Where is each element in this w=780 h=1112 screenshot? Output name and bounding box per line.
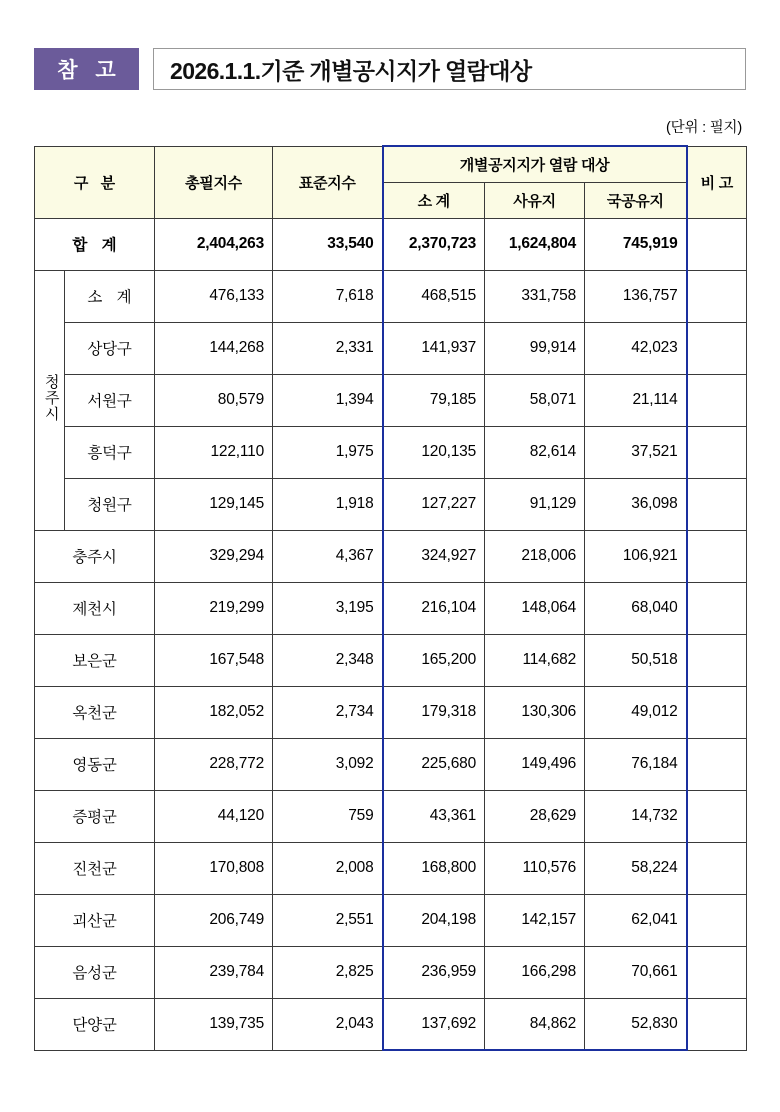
row-group-label-text: 청주시	[42, 374, 60, 422]
cell-private: 142,157	[485, 894, 585, 946]
cell-public: 62,041	[585, 894, 687, 946]
cell-public: 50,518	[585, 634, 687, 686]
cell-total-parcels: 476,133	[155, 270, 273, 322]
unit-note: (단위 : 필지)	[666, 120, 742, 136]
table-head	[35, 146, 747, 218]
cell-subtotal: 179,318	[383, 686, 485, 738]
col-header-remark: 비 고	[687, 146, 747, 218]
col-header-gubun: 구 분	[35, 146, 155, 218]
cell-subtotal: 137,692	[383, 998, 485, 1050]
cell-standard-parcels: 3,092	[273, 738, 383, 790]
cell-standard-parcels: 33,540	[273, 218, 383, 270]
cell-total-parcels: 2,404,263	[155, 218, 273, 270]
table-row	[35, 478, 747, 530]
cell-subtotal: 204,198	[383, 894, 485, 946]
cell-remark	[687, 426, 747, 478]
table-row	[35, 374, 747, 426]
cell-subtotal: 324,927	[383, 530, 485, 582]
cell-public: 21,114	[585, 374, 687, 426]
cell-total-parcels: 206,749	[155, 894, 273, 946]
cell-remark	[687, 374, 747, 426]
row-label: 진천군	[35, 842, 155, 894]
table-row	[35, 686, 747, 738]
table-row-total	[35, 218, 747, 270]
row-label: 소 계	[65, 270, 155, 322]
cell-private: 331,758	[485, 270, 585, 322]
row-group-label-cheongju	[35, 270, 65, 530]
col-header-standard-parcels: 표준지수	[273, 146, 383, 218]
table-row	[35, 842, 747, 894]
cell-subtotal: 225,680	[383, 738, 485, 790]
cell-public: 76,184	[585, 738, 687, 790]
table-row	[35, 946, 747, 998]
cell-total-parcels: 228,772	[155, 738, 273, 790]
cell-subtotal: 141,937	[383, 322, 485, 374]
cell-private: 1,624,804	[485, 218, 585, 270]
cell-private: 166,298	[485, 946, 585, 998]
table-row	[35, 530, 747, 582]
col-header-subtotal: 소 계	[383, 182, 485, 218]
cell-total-parcels: 129,145	[155, 478, 273, 530]
cell-standard-parcels: 2,734	[273, 686, 383, 738]
row-label: 청원구	[65, 478, 155, 530]
cell-standard-parcels: 2,825	[273, 946, 383, 998]
cell-total-parcels: 122,110	[155, 426, 273, 478]
cell-total-parcels: 139,735	[155, 998, 273, 1050]
row-label-total: 합 계	[35, 218, 155, 270]
cell-total-parcels: 80,579	[155, 374, 273, 426]
row-label: 제천시	[35, 582, 155, 634]
cell-standard-parcels: 2,551	[273, 894, 383, 946]
cell-total-parcels: 182,052	[155, 686, 273, 738]
cell-subtotal: 79,185	[383, 374, 485, 426]
cell-subtotal: 127,227	[383, 478, 485, 530]
cell-remark	[687, 478, 747, 530]
row-label: 단양군	[35, 998, 155, 1050]
cell-private: 99,914	[485, 322, 585, 374]
cell-remark	[687, 270, 747, 322]
cell-public: 49,012	[585, 686, 687, 738]
cell-total-parcels: 44,120	[155, 790, 273, 842]
table-body	[35, 218, 747, 1050]
cell-total-parcels: 239,784	[155, 946, 273, 998]
row-label: 증평군	[35, 790, 155, 842]
row-label: 괴산군	[35, 894, 155, 946]
cell-public: 37,521	[585, 426, 687, 478]
cell-remark	[687, 582, 747, 634]
cell-standard-parcels: 7,618	[273, 270, 383, 322]
cell-private: 114,682	[485, 634, 585, 686]
cell-private: 149,496	[485, 738, 585, 790]
cell-standard-parcels: 2,348	[273, 634, 383, 686]
cell-public: 136,757	[585, 270, 687, 322]
cell-subtotal: 216,104	[383, 582, 485, 634]
cell-remark	[687, 790, 747, 842]
cell-standard-parcels: 2,008	[273, 842, 383, 894]
cell-remark	[687, 894, 747, 946]
cell-private: 58,071	[485, 374, 585, 426]
cell-standard-parcels: 4,367	[273, 530, 383, 582]
cell-standard-parcels: 1,394	[273, 374, 383, 426]
cell-private: 84,862	[485, 998, 585, 1050]
table-row	[35, 738, 747, 790]
col-header-group: 개별공지지가 열람 대상	[383, 146, 687, 182]
cell-public: 14,732	[585, 790, 687, 842]
cell-standard-parcels: 3,195	[273, 582, 383, 634]
cell-subtotal: 236,959	[383, 946, 485, 998]
reference-tag: 참 고	[34, 48, 139, 90]
cell-total-parcels: 144,268	[155, 322, 273, 374]
row-label: 음성군	[35, 946, 155, 998]
table-row	[35, 426, 747, 478]
cell-private: 91,129	[485, 478, 585, 530]
cell-standard-parcels: 759	[273, 790, 383, 842]
cell-subtotal: 165,200	[383, 634, 485, 686]
cell-total-parcels: 329,294	[155, 530, 273, 582]
cell-remark	[687, 530, 747, 582]
table-row	[35, 894, 747, 946]
cell-private: 148,064	[485, 582, 585, 634]
cell-remark	[687, 998, 747, 1050]
cell-subtotal: 120,135	[383, 426, 485, 478]
cell-private: 130,306	[485, 686, 585, 738]
cell-remark	[687, 842, 747, 894]
cell-public: 52,830	[585, 998, 687, 1050]
cell-public: 42,023	[585, 322, 687, 374]
table-row	[35, 270, 747, 322]
col-header-public: 국공유지	[585, 182, 687, 218]
cell-subtotal: 168,800	[383, 842, 485, 894]
cell-remark	[687, 946, 747, 998]
cell-private: 82,614	[485, 426, 585, 478]
row-label: 옥천군	[35, 686, 155, 738]
table-row	[35, 634, 747, 686]
cell-standard-parcels: 2,043	[273, 998, 383, 1050]
cell-private: 28,629	[485, 790, 585, 842]
page-title: 2026.1.1.기준 개별공시지가 열람대상	[170, 57, 532, 84]
table-row	[35, 582, 747, 634]
cell-public: 70,661	[585, 946, 687, 998]
cell-private: 110,576	[485, 842, 585, 894]
col-header-total-parcels: 총필지수	[155, 146, 273, 218]
cell-remark	[687, 218, 747, 270]
cell-subtotal: 43,361	[383, 790, 485, 842]
col-header-private: 사유지	[485, 182, 585, 218]
cell-standard-parcels: 1,975	[273, 426, 383, 478]
cell-remark	[687, 634, 747, 686]
cell-remark	[687, 686, 747, 738]
table-row	[35, 790, 747, 842]
row-label: 영동군	[35, 738, 155, 790]
cell-total-parcels: 167,548	[155, 634, 273, 686]
row-label: 보은군	[35, 634, 155, 686]
cell-public: 68,040	[585, 582, 687, 634]
cell-private: 218,006	[485, 530, 585, 582]
title-box	[153, 48, 746, 90]
cell-total-parcels: 170,808	[155, 842, 273, 894]
cell-public: 745,919	[585, 218, 687, 270]
cell-public: 36,098	[585, 478, 687, 530]
cell-public: 58,224	[585, 842, 687, 894]
cell-standard-parcels: 2,331	[273, 322, 383, 374]
document-header	[34, 48, 746, 90]
table-row	[35, 998, 747, 1050]
row-label: 서원구	[65, 374, 155, 426]
cell-subtotal: 468,515	[383, 270, 485, 322]
cell-remark	[687, 738, 747, 790]
row-label: 충주시	[35, 530, 155, 582]
cell-subtotal: 2,370,723	[383, 218, 485, 270]
row-label: 흥덕구	[65, 426, 155, 478]
table-row	[35, 322, 747, 374]
row-label: 상당구	[65, 322, 155, 374]
cell-public: 106,921	[585, 530, 687, 582]
land-price-table	[34, 145, 747, 1051]
cell-remark	[687, 322, 747, 374]
cell-total-parcels: 219,299	[155, 582, 273, 634]
cell-standard-parcels: 1,918	[273, 478, 383, 530]
